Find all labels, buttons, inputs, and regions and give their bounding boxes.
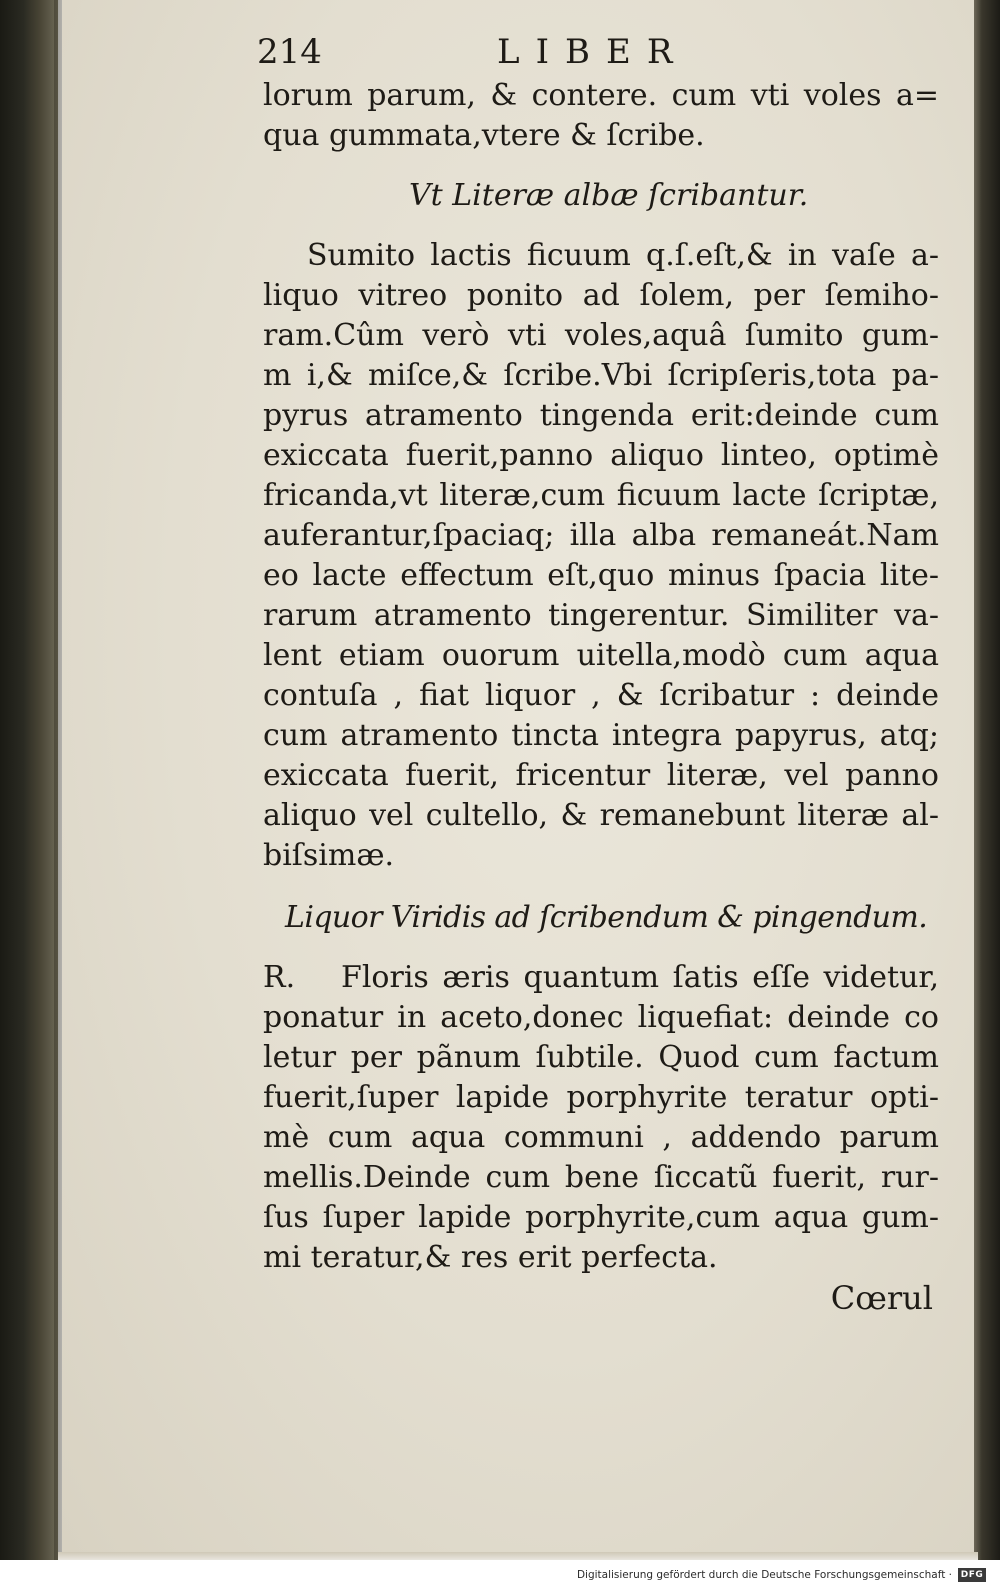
page-number: 214 [257,32,322,72]
dfg-logo: DFG [958,1568,986,1582]
text-line: lorum parum, & contere. cum vti voles a= [263,78,939,113]
text-line: exiccata fuerit, fricentur literæ, vel panno [263,758,939,793]
book-binding-gutter [0,0,58,1560]
text-line: rarum atramento tingerentur. Similiter va- [263,598,939,633]
section-heading-white-letters: Vt Literæ albæ ſcribantur. [409,178,809,213]
recipe-first-line [263,958,939,998]
text-line: auferantur,ſpaciaq; illa alba remaneát.Nam [263,518,939,553]
running-head [257,28,939,76]
text-line: contuſa , fiat liquor , & ſcribatur : deinde [263,678,939,713]
text-line: fuerit,ſuper lapide porphyrite teratur opti- [263,1080,939,1115]
digitization-footer [0,1560,1000,1591]
text-line: pyrus atramento tingenda erit:deinde cum [263,398,939,433]
text-line: mè cum aqua communi , addendo parum [263,1120,939,1155]
text-line: lent etiam ouorum uitella,modò cum aqua [263,638,939,673]
text-line: fricanda,vt literæ,cum ficuum lacte ſcriptæ, [263,478,939,513]
text-line: eo lacte effectum eſt,quo minus ſpacia lite- [263,558,939,593]
section-heading-green-liquor: Liquor Viridis ad ſcribendum & pingendum. [285,900,928,935]
text-line: qua gummata,vtere & ſcribe. [263,118,705,153]
text-block [257,28,939,1318]
page-right-edge [972,0,1000,1560]
running-title: LIBER [497,32,689,72]
text-line: cum atramento tincta integra papyrus, atq; [263,718,939,753]
text-line: mi teratur,& res erit perfecta. [263,1240,718,1275]
text-line: mellis.Deinde cum bene ſiccatũ fuerit, rur- [263,1160,939,1195]
text-line: liquo vitreo ponito ad ſolem, per ſemiho- [263,278,939,313]
recipe-label: R. [263,960,296,995]
text-line: exiccata fuerit,panno aliquo linteo, optimè [263,438,939,473]
text-line: ponatur in aceto,donec liquefiat: deinde co [263,1000,939,1035]
text-line: letur per pãnum ſubtile. Quod cum factum [263,1040,939,1075]
text-line: ſus ſuper lapide porphyrite,cum aqua gum- [263,1200,939,1235]
paper-bottom-edge [58,1552,978,1560]
funding-credit: Digitalisierung gefördert durch die Deutsche Forschungsgemeinschaft · [576,1569,952,1581]
catchword: Cœrul [830,1279,933,1317]
text-line: biſsimæ. [263,838,395,873]
section-body-white-letters [263,236,939,876]
text-line: Sumito lactis ficuum q.ſ.eſt,& in vaſe a- [307,238,939,273]
text-line: aliquo vel cultello, & remanebunt literæ al- [263,798,939,833]
text-line: Floris æris quantum ſatis eſſe videtur, [341,960,939,995]
text-line: m i,& miſce,& ſcribe.Vbi ſcripſeris,tota pa- [263,358,939,393]
text-line: ram.Cûm verò vti voles,aquâ ſumito gum- [263,318,939,353]
section-body-green-liquor [263,958,939,1278]
